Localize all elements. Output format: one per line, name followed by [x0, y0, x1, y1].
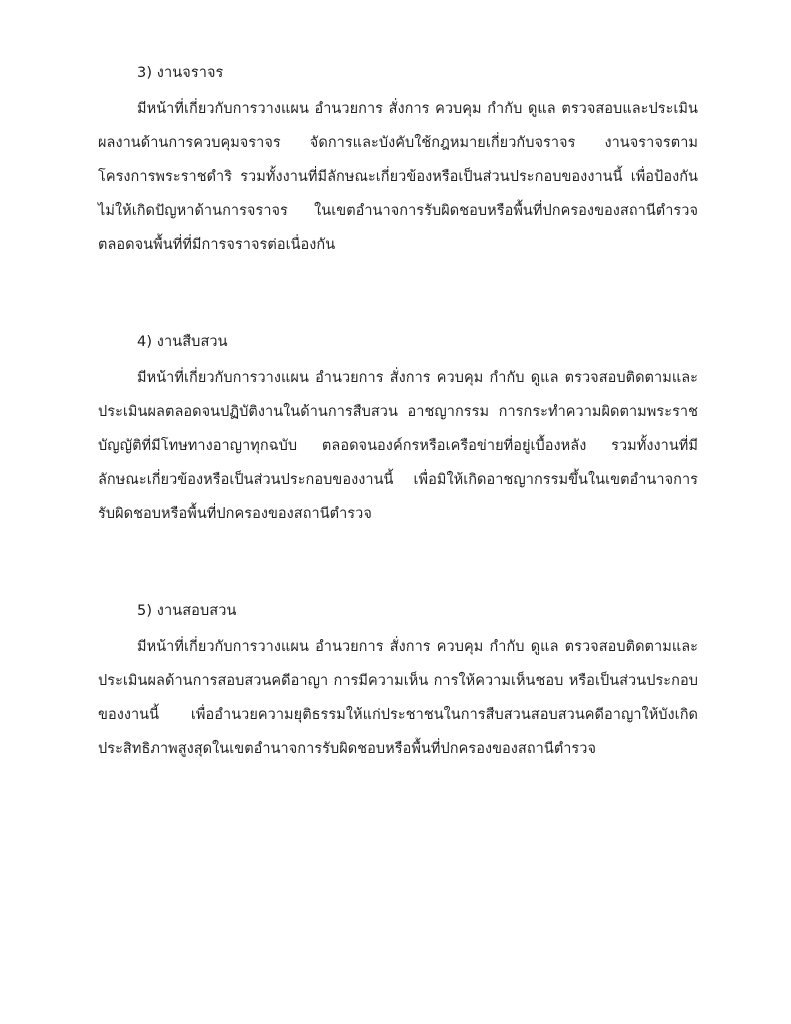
section-body-5: มีหน้าที่เกี่ยวกับการวางแผน อำนวยการ สั่งการ ควบคุม กำกับ ดูแล ตรวจสอบติดตามและประเมินผลด้านการสอบสวนคดีอาญา การมีความเห็น การให้ความเห็นชอบ หรือเป็นส่วนประกอบของงานนี้ เพื่ออำนวยความยุติธรรมให้แก่ประชาชนในการสืบสวนสอบสวนคดีอาญาให้บังเกิดประสิทธิภาพสูงสุดในเขตอำนาจการรับผิดชอบหรือพื้นที่ปกครองของสถานีตำรวจ [98, 639, 698, 757]
document-body [98, 56, 698, 810]
section-heading-5: 5) งานสอบสวน [137, 603, 237, 619]
section-body-4: มีหน้าที่เกี่ยวกับการวางแผน อำนวยการ สั่งการ ควบคุม กำกับ ดูแล ตรวจสอบติดตามและประเมินผลตลอดจนปฏิบัติงานในด้านการสืบสวน อาชญากรรม การกระทำความผิดตามพระราชบัญญัติที่มีโทษทางอาญาทุกฉบับ ตลอดจนองค์กรหรือเครือข่ายที่อยู่เบื้องหลัง รวมทั้งงานที่มีลักษณะเกี่ยวข้องหรือเป็นส่วนประกอบของงานนี้ เพื่อมิให้เกิดอาชญากรรมขึ้นในเขตอำนาจการรับผิดชอบหรือพื้นที่ปกครองของสถานีตำรวจ [98, 370, 698, 522]
section-traffic-work [98, 56, 698, 296]
section-spacer-1 [98, 306, 698, 325]
section-heading-3: 3) งานจราจร [137, 65, 224, 81]
section-spacer-2 [98, 575, 698, 594]
section-inquiry-work [98, 594, 698, 800]
section-body-3: มีหน้าที่เกี่ยวกับการวางแผน อำนวยการ สั่งการ ควบคุม กำกับ ดูแล ตรวจสอบและประเมินผลงานด้านการควบคุมจราจร จัดการและบังคับใช้กฎหมายเกี่ยวกับจราจร งานจราจรตามโครงการพระราชดำริ รวมทั้งงานที่มีลักษณะเกี่ยวข้องหรือเป็นส่วนประกอบของงานนี้ เพื่อป้องกันไม่ให้เกิดปัญหาด้านการจราจร ในเขตอำนาจการรับผิดชอบหรือพื้นที่ปกครองของสถานีตำรวจ ตลอดจนพื้นที่ที่มีการจราจรต่อเนื่องกัน [98, 101, 698, 253]
section-investigation-work [98, 325, 698, 565]
section-heading-4: 4) งานสืบสวน [137, 334, 228, 350]
